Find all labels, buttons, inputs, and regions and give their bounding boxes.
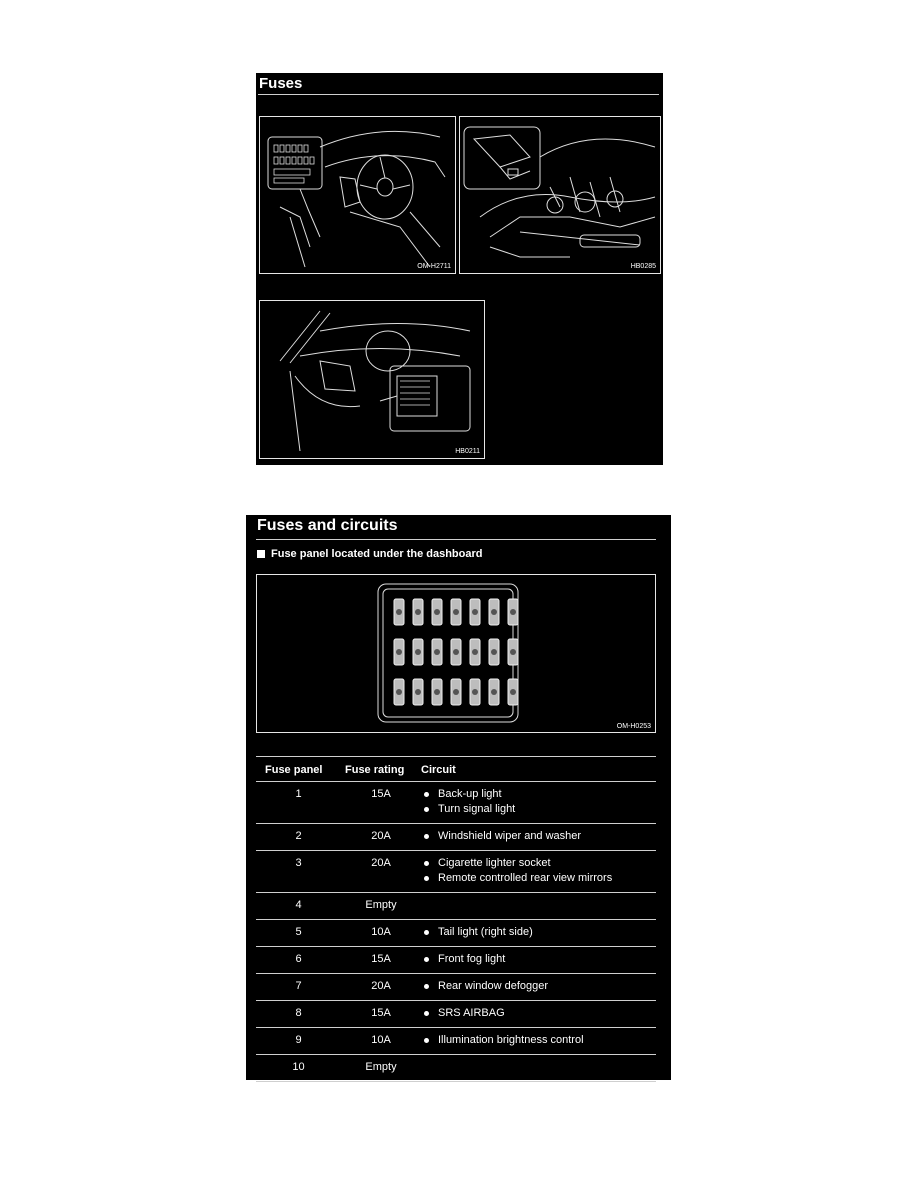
section-title: Fuses bbox=[259, 75, 303, 92]
square-bullet-icon bbox=[257, 550, 265, 558]
bullet-icon bbox=[424, 876, 429, 881]
fuse-rating: 15A bbox=[341, 1001, 421, 1028]
fuse-rating: 10A bbox=[341, 1028, 421, 1055]
fuses-location-section bbox=[256, 73, 663, 465]
section-title: Fuses and circuits bbox=[257, 517, 398, 534]
engine-bay-illustration bbox=[460, 117, 660, 273]
bullet-icon bbox=[424, 1038, 429, 1043]
fuse-slot-marker bbox=[491, 689, 497, 695]
circuit-item bbox=[421, 1033, 656, 1048]
fuse-slot-marker bbox=[434, 649, 440, 655]
circuit-text: Front fog light bbox=[438, 953, 506, 965]
circuit-item bbox=[421, 787, 656, 802]
fuse-panel-diagram bbox=[257, 575, 655, 732]
circuit-cell bbox=[421, 1028, 656, 1055]
circuit-list bbox=[421, 787, 656, 817]
fuse-slot-marker bbox=[510, 649, 516, 655]
circuit-text: Rear window defogger bbox=[438, 980, 549, 992]
fuse-panel-number: 1 bbox=[256, 782, 341, 824]
lower-dashboard-illustration bbox=[260, 301, 484, 458]
circuit-text: Tail light (right side) bbox=[438, 926, 533, 938]
fuse-panel-number: 6 bbox=[256, 947, 341, 974]
circuit-item bbox=[421, 925, 656, 940]
fuse-slot-marker bbox=[472, 689, 478, 695]
figure-code: OM-H2711 bbox=[417, 263, 451, 270]
fuse-panel-number: 8 bbox=[256, 1001, 341, 1028]
circuit-list bbox=[421, 1006, 656, 1021]
circuit-cell bbox=[421, 974, 656, 1001]
fuse-slot-marker bbox=[453, 649, 459, 655]
circuit-cell bbox=[421, 1055, 656, 1082]
bullet-icon bbox=[424, 930, 429, 935]
fuse-slot-marker bbox=[434, 609, 440, 615]
title-divider bbox=[258, 94, 659, 95]
fuse-slot-marker bbox=[396, 689, 402, 695]
fuse-panel-number: 7 bbox=[256, 974, 341, 1001]
circuit-item bbox=[421, 829, 656, 844]
table-divider bbox=[256, 756, 656, 757]
table-row bbox=[256, 1028, 656, 1055]
header-fuse-rating: Fuse rating bbox=[341, 759, 421, 782]
fuse-slot-marker bbox=[396, 609, 402, 615]
circuit-cell bbox=[421, 947, 656, 974]
title-divider bbox=[256, 539, 656, 540]
circuit-cell bbox=[421, 851, 656, 893]
fuse-slot-marker bbox=[453, 689, 459, 695]
fuses-circuits-section bbox=[246, 515, 671, 1080]
fuse-slot-marker bbox=[510, 689, 516, 695]
fuse-slot-marker bbox=[453, 609, 459, 615]
bullet-icon bbox=[424, 834, 429, 839]
fuse-panel-number: 4 bbox=[256, 893, 341, 920]
table-row bbox=[256, 851, 656, 893]
fuse-slot-marker bbox=[434, 689, 440, 695]
circuit-item bbox=[421, 802, 656, 817]
sub-heading bbox=[257, 548, 482, 560]
fuse-slot-marker bbox=[415, 649, 421, 655]
circuit-cell bbox=[421, 1001, 656, 1028]
circuit-list bbox=[421, 829, 656, 844]
table-row bbox=[256, 782, 656, 824]
dashboard-illustration bbox=[260, 117, 455, 273]
engine-fuse-location-figure bbox=[459, 116, 661, 274]
circuit-cell bbox=[421, 782, 656, 824]
figure-code: HB0285 bbox=[630, 263, 656, 270]
table-row bbox=[256, 824, 656, 851]
fuse-panel-number: 2 bbox=[256, 824, 341, 851]
fuse-slot-marker bbox=[491, 609, 497, 615]
bullet-icon bbox=[424, 861, 429, 866]
circuit-item bbox=[421, 1006, 656, 1021]
fuse-slot-marker bbox=[491, 649, 497, 655]
lower-dash-fuse-location-figure bbox=[259, 300, 485, 459]
bullet-icon bbox=[424, 792, 429, 797]
sub-heading-text: Fuse panel located under the dashboard bbox=[271, 548, 483, 560]
figure-code: OM-H0253 bbox=[616, 723, 651, 730]
fuse-slot-marker bbox=[396, 649, 402, 655]
fuse-rating: 20A bbox=[341, 851, 421, 893]
circuit-cell bbox=[421, 824, 656, 851]
fuse-rating: 20A bbox=[341, 974, 421, 1001]
fuse-rating: 20A bbox=[341, 824, 421, 851]
circuit-cell bbox=[421, 920, 656, 947]
table-row bbox=[256, 893, 656, 920]
circuit-text: Windshield wiper and washer bbox=[438, 830, 582, 842]
circuit-text: Cigarette lighter socket bbox=[438, 857, 551, 869]
circuit-item bbox=[421, 871, 656, 886]
fuse-slot-marker bbox=[472, 649, 478, 655]
circuit-item bbox=[421, 952, 656, 967]
circuit-list bbox=[421, 925, 656, 940]
fuse-rating: 10A bbox=[341, 920, 421, 947]
table-row bbox=[256, 974, 656, 1001]
fuse-slot-marker bbox=[415, 609, 421, 615]
fuse-rating: Empty bbox=[341, 893, 421, 920]
circuit-text: Illumination brightness control bbox=[438, 1034, 584, 1046]
circuit-item bbox=[421, 979, 656, 994]
circuit-text: Turn signal light bbox=[438, 803, 516, 815]
fuse-table bbox=[256, 759, 656, 1082]
bullet-icon bbox=[424, 807, 429, 812]
header-circuit: Circuit bbox=[421, 759, 656, 782]
fuse-slot-marker bbox=[510, 609, 516, 615]
fuse-panel-figure bbox=[256, 574, 656, 733]
circuit-text: Remote controlled rear view mirrors bbox=[438, 872, 613, 884]
circuit-list bbox=[421, 1033, 656, 1048]
bullet-icon bbox=[424, 957, 429, 962]
table-row bbox=[256, 1055, 656, 1082]
figure-code: HB0211 bbox=[455, 448, 480, 455]
fuse-panel-number: 5 bbox=[256, 920, 341, 947]
bullet-icon bbox=[424, 1011, 429, 1016]
fuse-rating: Empty bbox=[341, 1055, 421, 1082]
circuit-text: Back-up light bbox=[438, 788, 502, 800]
bullet-icon bbox=[424, 984, 429, 989]
circuit-text: SRS AIRBAG bbox=[438, 1007, 505, 1019]
fuse-panel-number: 3 bbox=[256, 851, 341, 893]
fuse-rating: 15A bbox=[341, 782, 421, 824]
table-row bbox=[256, 920, 656, 947]
fuse-rating: 15A bbox=[341, 947, 421, 974]
circuit-list bbox=[421, 979, 656, 994]
dashboard-fuse-location-figure bbox=[259, 116, 456, 274]
circuit-list bbox=[421, 856, 656, 886]
header-fuse-panel: Fuse panel bbox=[256, 759, 341, 782]
fuse-panel-number: 9 bbox=[256, 1028, 341, 1055]
fuse-slot-marker bbox=[472, 609, 478, 615]
circuit-item bbox=[421, 856, 656, 871]
circuit-list bbox=[421, 952, 656, 967]
fuse-panel-number: 10 bbox=[256, 1055, 341, 1082]
table-header-row bbox=[256, 759, 656, 782]
circuit-cell bbox=[421, 893, 656, 920]
fuse-slot-marker bbox=[415, 689, 421, 695]
table-row bbox=[256, 947, 656, 974]
table-row bbox=[256, 1001, 656, 1028]
